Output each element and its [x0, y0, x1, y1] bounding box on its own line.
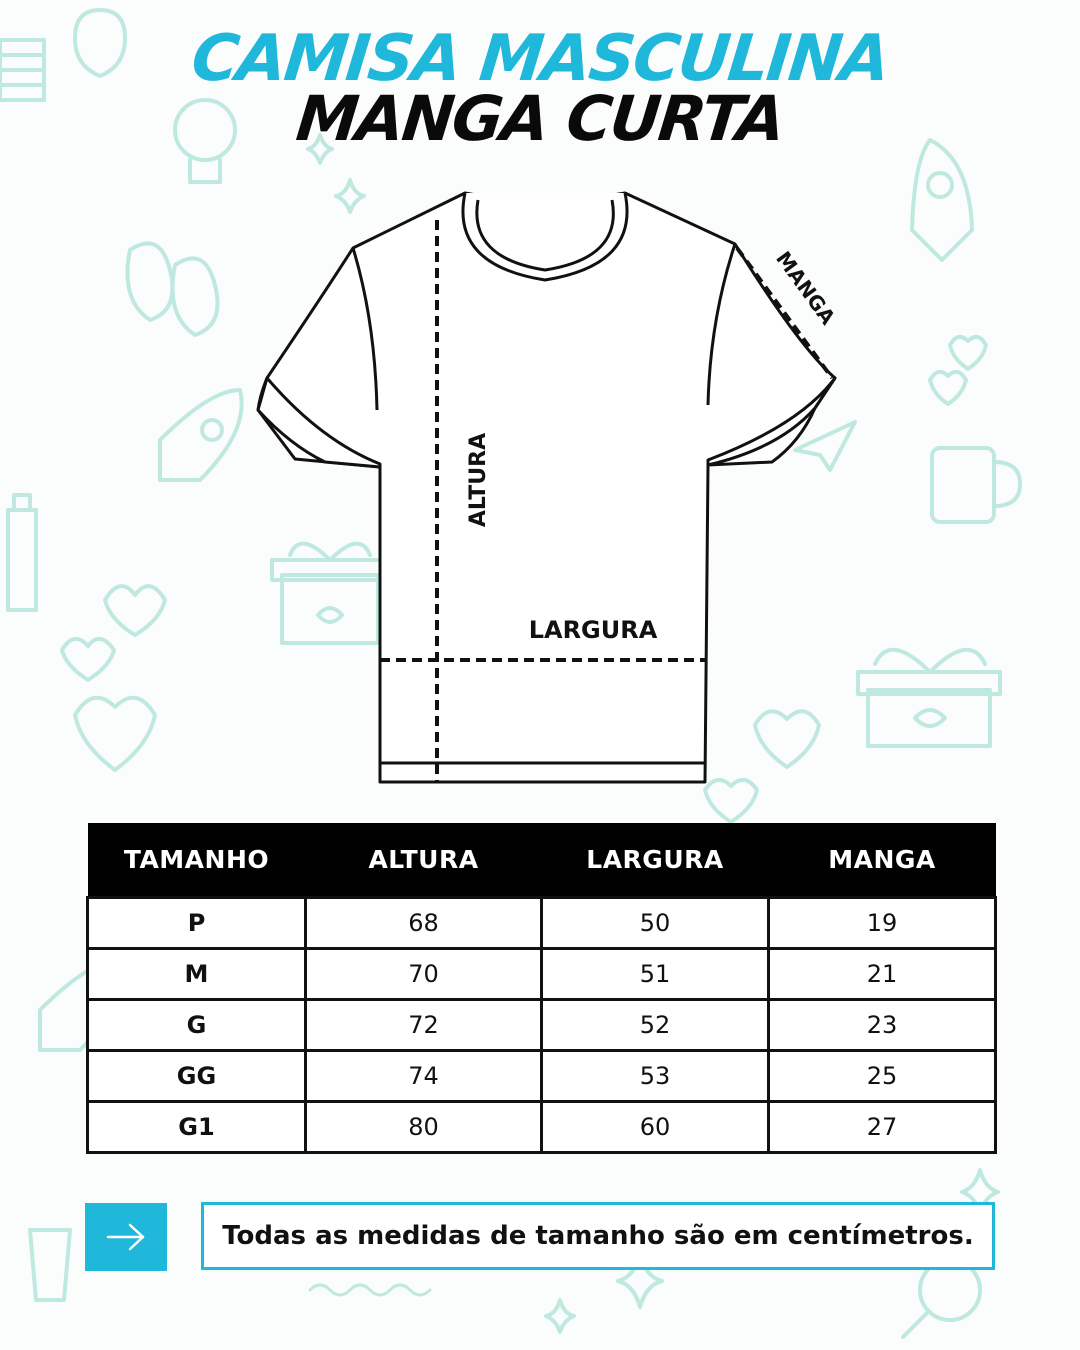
table-row — [88, 1102, 996, 1153]
cell-manga: 21 — [769, 949, 996, 1000]
cell-altura: 68 — [306, 898, 542, 949]
cell-largura: 51 — [542, 949, 769, 1000]
cell-size: G1 — [88, 1102, 306, 1153]
cell-largura: 50 — [542, 898, 769, 949]
title-line-2: MANGA CURTA — [293, 82, 787, 155]
manga-label: MANGA — [771, 246, 841, 329]
largura-label: LARGURA — [528, 616, 658, 644]
tshirt-diagram — [240, 180, 860, 800]
sandal-icon — [173, 258, 218, 335]
cell-manga: 27 — [769, 1102, 996, 1153]
cell-manga: 19 — [769, 898, 996, 949]
table-row — [88, 898, 996, 949]
table-row — [88, 1000, 996, 1051]
header-largura: LARGURA — [542, 823, 769, 898]
arrow-badge — [85, 1203, 167, 1271]
heart-icon — [105, 586, 165, 635]
heart-icon — [950, 337, 986, 369]
heart-icon — [75, 698, 155, 770]
scribble — [310, 1285, 430, 1295]
cell-size: G — [88, 1000, 306, 1051]
title-line-1: CAMISA MASCULINA — [188, 22, 892, 96]
header-altura: ALTURA — [306, 823, 542, 898]
cell-altura: 70 — [306, 949, 542, 1000]
cell-largura: 53 — [542, 1051, 769, 1102]
altura-label: ALTURA — [466, 432, 491, 528]
header-manga: MANGA — [769, 823, 996, 898]
mug-icon — [932, 448, 1020, 522]
measurement-note: Todas as medidas de tamanho são em centímetros. — [201, 1202, 995, 1270]
header-tamanho: TAMANHO — [88, 823, 306, 898]
cell-size: P — [88, 898, 306, 949]
cell-size: GG — [88, 1051, 306, 1102]
table-header-row — [88, 823, 996, 898]
heart-icon — [62, 639, 114, 680]
sandal-icon — [128, 243, 173, 320]
rocket-icon — [912, 140, 972, 260]
cell-altura: 80 — [306, 1102, 542, 1153]
rocket-icon — [160, 390, 242, 480]
cell-largura: 60 — [542, 1102, 769, 1153]
sparkle-icon — [546, 1300, 574, 1332]
arrow-right-icon — [106, 1222, 146, 1252]
cell-size: M — [88, 949, 306, 1000]
gift-icon — [858, 650, 1000, 746]
cell-manga: 23 — [769, 1000, 996, 1051]
cup-icon — [30, 1230, 70, 1300]
cell-manga: 25 — [769, 1051, 996, 1102]
cell-altura: 72 — [306, 1000, 542, 1051]
heart-icon — [930, 372, 966, 404]
size-table — [86, 823, 997, 1154]
cell-altura: 74 — [306, 1051, 542, 1102]
bottle-icon — [8, 495, 36, 610]
table-row — [88, 949, 996, 1000]
cell-largura: 52 — [542, 1000, 769, 1051]
tshirt-outline — [258, 193, 835, 782]
magnifier-icon — [903, 1260, 980, 1337]
table-row — [88, 1051, 996, 1102]
